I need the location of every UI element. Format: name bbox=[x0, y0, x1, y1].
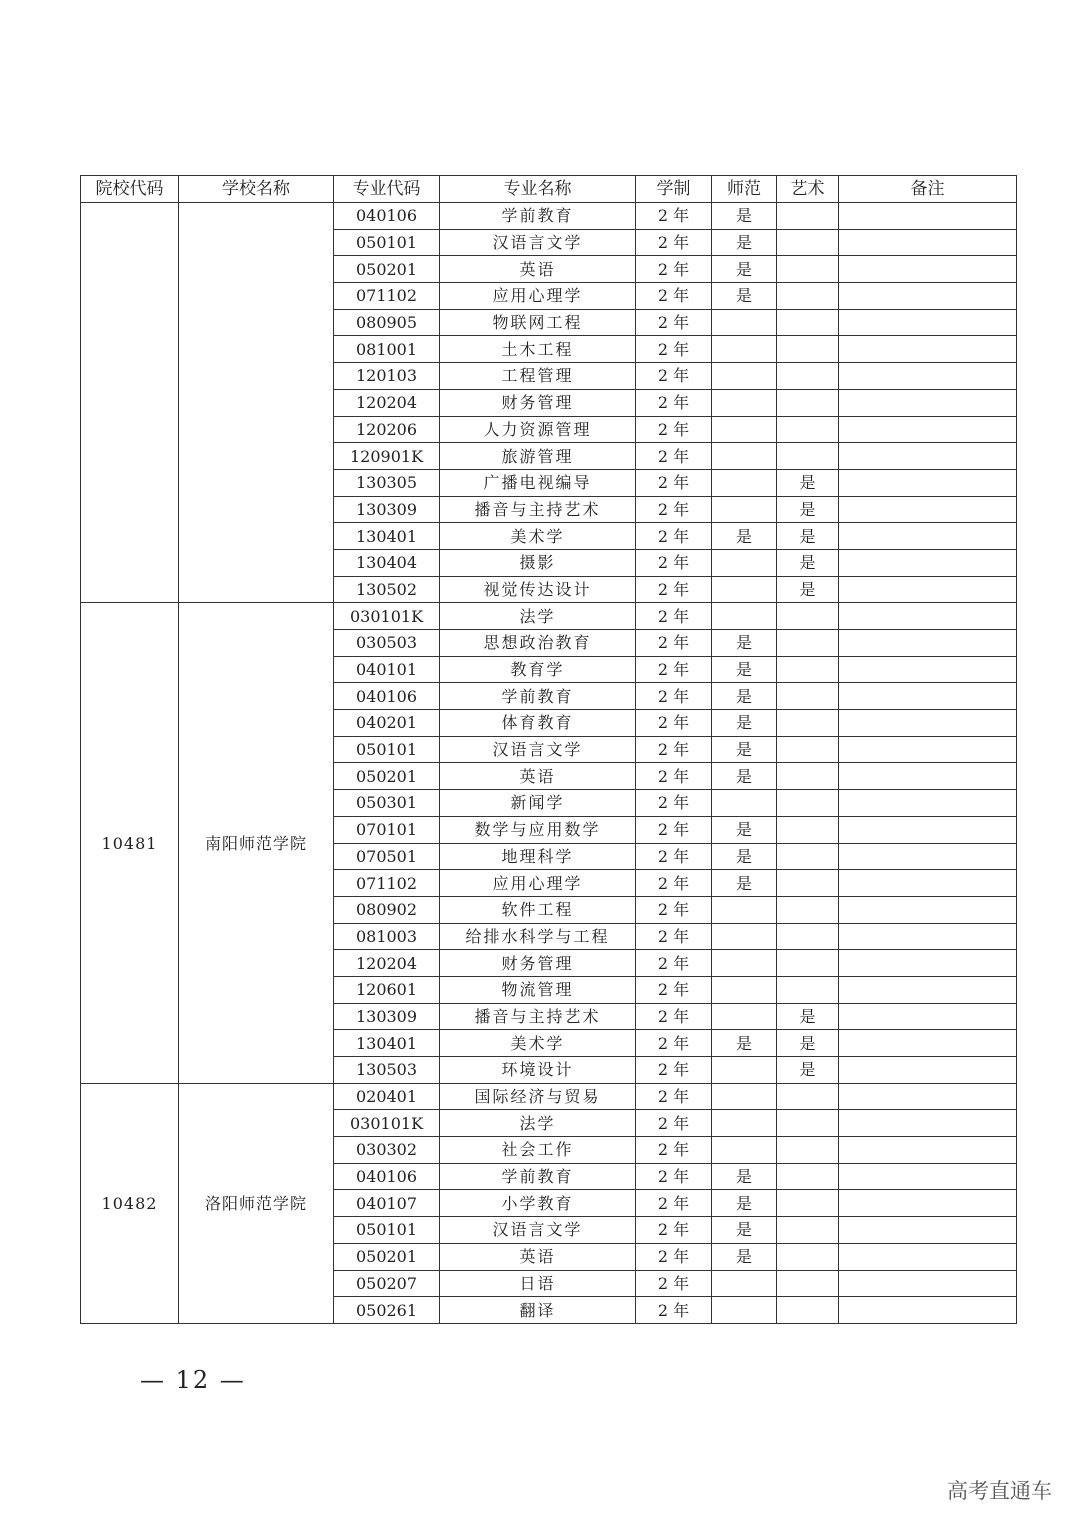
duration-cell: 2 年 bbox=[636, 1217, 712, 1244]
major-name-cell: 人力资源管理 bbox=[440, 416, 636, 443]
remarks-cell bbox=[839, 976, 1017, 1003]
remarks-cell bbox=[839, 790, 1017, 817]
normal-cell bbox=[712, 443, 777, 470]
header-remarks: 备注 bbox=[839, 176, 1017, 203]
major-name-cell: 软件工程 bbox=[440, 896, 636, 923]
remarks-cell bbox=[839, 229, 1017, 256]
art-cell: 是 bbox=[777, 469, 839, 496]
normal-cell bbox=[712, 389, 777, 416]
school-name-cell: 南阳师范学院 bbox=[179, 603, 334, 1083]
header-major-name: 专业名称 bbox=[440, 176, 636, 203]
major-name-cell: 数学与应用数学 bbox=[440, 816, 636, 843]
art-cell bbox=[777, 763, 839, 790]
normal-cell: 是 bbox=[712, 523, 777, 550]
remarks-cell bbox=[839, 389, 1017, 416]
art-cell: 是 bbox=[777, 1003, 839, 1030]
major-code-cell: 040101 bbox=[334, 656, 440, 683]
remarks-cell bbox=[839, 523, 1017, 550]
major-name-cell: 地理科学 bbox=[440, 843, 636, 870]
normal-cell bbox=[712, 950, 777, 977]
duration-cell: 2 年 bbox=[636, 203, 712, 230]
remarks-cell bbox=[839, 870, 1017, 897]
normal-cell bbox=[712, 1137, 777, 1164]
major-name-cell: 物流管理 bbox=[440, 976, 636, 1003]
remarks-cell bbox=[839, 816, 1017, 843]
art-cell bbox=[777, 896, 839, 923]
art-cell bbox=[777, 790, 839, 817]
normal-cell bbox=[712, 363, 777, 390]
header-duration: 学制 bbox=[636, 176, 712, 203]
major-name-cell: 国际经济与贸易 bbox=[440, 1083, 636, 1110]
remarks-cell bbox=[839, 283, 1017, 310]
table-row bbox=[81, 1083, 1017, 1110]
major-name-cell: 视觉传达设计 bbox=[440, 576, 636, 603]
duration-cell: 2 年 bbox=[636, 683, 712, 710]
normal-cell: 是 bbox=[712, 656, 777, 683]
major-code-cell: 071102 bbox=[334, 283, 440, 310]
major-name-cell: 英语 bbox=[440, 763, 636, 790]
remarks-cell bbox=[839, 1057, 1017, 1084]
major-name-cell: 环境设计 bbox=[440, 1057, 636, 1084]
duration-cell: 2 年 bbox=[636, 363, 712, 390]
remarks-cell bbox=[839, 683, 1017, 710]
remarks-cell bbox=[839, 736, 1017, 763]
remarks-cell bbox=[839, 203, 1017, 230]
duration-cell: 2 年 bbox=[636, 283, 712, 310]
header-art: 艺术 bbox=[777, 176, 839, 203]
normal-cell bbox=[712, 1057, 777, 1084]
major-name-cell: 播音与主持艺术 bbox=[440, 1003, 636, 1030]
remarks-cell bbox=[839, 576, 1017, 603]
duration-cell: 2 年 bbox=[636, 389, 712, 416]
normal-cell bbox=[712, 1003, 777, 1030]
remarks-cell bbox=[839, 630, 1017, 657]
major-code-cell: 120601 bbox=[334, 976, 440, 1003]
school-code-cell bbox=[81, 203, 179, 603]
remarks-cell bbox=[839, 1137, 1017, 1164]
major-name-cell: 法学 bbox=[440, 603, 636, 630]
normal-cell bbox=[712, 1083, 777, 1110]
major-name-cell: 广播电视编导 bbox=[440, 469, 636, 496]
normal-cell bbox=[712, 1297, 777, 1324]
major-code-cell: 040106 bbox=[334, 683, 440, 710]
art-cell bbox=[777, 1083, 839, 1110]
remarks-cell bbox=[839, 896, 1017, 923]
duration-cell: 2 年 bbox=[636, 1163, 712, 1190]
major-code-cell: 040201 bbox=[334, 710, 440, 737]
remarks-cell bbox=[839, 549, 1017, 576]
table-row bbox=[81, 203, 1017, 230]
art-cell bbox=[777, 1243, 839, 1270]
duration-cell: 2 年 bbox=[636, 736, 712, 763]
normal-cell: 是 bbox=[712, 1163, 777, 1190]
major-name-cell: 播音与主持艺术 bbox=[440, 496, 636, 523]
duration-cell: 2 年 bbox=[636, 1057, 712, 1084]
remarks-cell bbox=[839, 1297, 1017, 1324]
school-name-cell: 洛阳师范学院 bbox=[179, 1083, 334, 1323]
major-code-cell: 050207 bbox=[334, 1270, 440, 1297]
art-cell bbox=[777, 229, 839, 256]
normal-cell: 是 bbox=[712, 1190, 777, 1217]
art-cell bbox=[777, 336, 839, 363]
major-code-cell: 120204 bbox=[334, 950, 440, 977]
major-code-cell: 120901K bbox=[334, 443, 440, 470]
duration-cell: 2 年 bbox=[636, 549, 712, 576]
remarks-cell bbox=[839, 309, 1017, 336]
major-name-cell: 土木工程 bbox=[440, 336, 636, 363]
major-code-cell: 120204 bbox=[334, 389, 440, 416]
art-cell bbox=[777, 870, 839, 897]
major-code-cell: 050261 bbox=[334, 1297, 440, 1324]
art-cell bbox=[777, 1137, 839, 1164]
major-name-cell: 学前教育 bbox=[440, 203, 636, 230]
major-name-cell: 美术学 bbox=[440, 1030, 636, 1057]
duration-cell: 2 年 bbox=[636, 843, 712, 870]
major-code-cell: 050101 bbox=[334, 229, 440, 256]
header-row bbox=[81, 176, 1017, 203]
majors-table bbox=[80, 175, 1017, 1324]
normal-cell: 是 bbox=[712, 870, 777, 897]
header-school-name: 学校名称 bbox=[179, 176, 334, 203]
duration-cell: 2 年 bbox=[636, 1137, 712, 1164]
art-cell bbox=[777, 256, 839, 283]
normal-cell: 是 bbox=[712, 256, 777, 283]
normal-cell: 是 bbox=[712, 283, 777, 310]
art-cell bbox=[777, 710, 839, 737]
duration-cell: 2 年 bbox=[636, 710, 712, 737]
remarks-cell bbox=[839, 1163, 1017, 1190]
major-code-cell: 120103 bbox=[334, 363, 440, 390]
remarks-cell bbox=[839, 603, 1017, 630]
normal-cell bbox=[712, 1270, 777, 1297]
duration-cell: 2 年 bbox=[636, 1003, 712, 1030]
art-cell bbox=[777, 389, 839, 416]
duration-cell: 2 年 bbox=[636, 576, 712, 603]
header-school-code: 院校代码 bbox=[81, 176, 179, 203]
school-code-cell: 10481 bbox=[81, 603, 179, 1083]
major-name-cell: 翻译 bbox=[440, 1297, 636, 1324]
major-name-cell: 英语 bbox=[440, 1243, 636, 1270]
school-code-cell: 10482 bbox=[81, 1083, 179, 1323]
major-name-cell: 物联网工程 bbox=[440, 309, 636, 336]
major-name-cell: 英语 bbox=[440, 256, 636, 283]
normal-cell: 是 bbox=[712, 1217, 777, 1244]
remarks-cell bbox=[839, 443, 1017, 470]
major-code-cell: 130309 bbox=[334, 1003, 440, 1030]
table-header bbox=[81, 176, 1017, 203]
duration-cell: 2 年 bbox=[636, 656, 712, 683]
major-code-cell: 081001 bbox=[334, 336, 440, 363]
art-cell: 是 bbox=[777, 1030, 839, 1057]
art-cell bbox=[777, 309, 839, 336]
art-cell: 是 bbox=[777, 523, 839, 550]
normal-cell bbox=[712, 496, 777, 523]
major-code-cell: 120206 bbox=[334, 416, 440, 443]
duration-cell: 2 年 bbox=[636, 1243, 712, 1270]
major-name-cell: 财务管理 bbox=[440, 389, 636, 416]
table-row bbox=[81, 603, 1017, 630]
art-cell bbox=[777, 1270, 839, 1297]
major-code-cell: 030101K bbox=[334, 603, 440, 630]
major-code-cell: 030503 bbox=[334, 630, 440, 657]
remarks-cell bbox=[839, 763, 1017, 790]
duration-cell: 2 年 bbox=[636, 1083, 712, 1110]
remarks-cell bbox=[839, 496, 1017, 523]
major-code-cell: 050101 bbox=[334, 1217, 440, 1244]
remarks-cell bbox=[839, 656, 1017, 683]
major-code-cell: 071102 bbox=[334, 870, 440, 897]
major-code-cell: 050201 bbox=[334, 763, 440, 790]
art-cell bbox=[777, 416, 839, 443]
table-body bbox=[81, 203, 1017, 1324]
major-name-cell: 教育学 bbox=[440, 656, 636, 683]
normal-cell: 是 bbox=[712, 229, 777, 256]
art-cell bbox=[777, 603, 839, 630]
major-name-cell: 新闻学 bbox=[440, 790, 636, 817]
art-cell bbox=[777, 1190, 839, 1217]
major-code-cell: 081003 bbox=[334, 923, 440, 950]
normal-cell: 是 bbox=[712, 630, 777, 657]
normal-cell: 是 bbox=[712, 203, 777, 230]
remarks-cell bbox=[839, 1190, 1017, 1217]
major-code-cell: 050101 bbox=[334, 736, 440, 763]
art-cell bbox=[777, 736, 839, 763]
duration-cell: 2 年 bbox=[636, 950, 712, 977]
major-code-cell: 130305 bbox=[334, 469, 440, 496]
major-code-cell: 040106 bbox=[334, 1163, 440, 1190]
art-cell bbox=[777, 1217, 839, 1244]
remarks-cell bbox=[839, 1030, 1017, 1057]
major-code-cell: 040107 bbox=[334, 1190, 440, 1217]
major-code-cell: 130309 bbox=[334, 496, 440, 523]
art-cell bbox=[777, 656, 839, 683]
remarks-cell bbox=[839, 1083, 1017, 1110]
normal-cell bbox=[712, 336, 777, 363]
remarks-cell bbox=[839, 1270, 1017, 1297]
school-name-cell bbox=[179, 203, 334, 603]
normal-cell bbox=[712, 469, 777, 496]
art-cell: 是 bbox=[777, 549, 839, 576]
duration-cell: 2 年 bbox=[636, 229, 712, 256]
major-name-cell: 汉语言文学 bbox=[440, 736, 636, 763]
major-code-cell: 130502 bbox=[334, 576, 440, 603]
remarks-cell bbox=[839, 416, 1017, 443]
normal-cell bbox=[712, 416, 777, 443]
art-cell: 是 bbox=[777, 496, 839, 523]
remarks-cell bbox=[839, 1110, 1017, 1137]
duration-cell: 2 年 bbox=[636, 496, 712, 523]
art-cell: 是 bbox=[777, 1057, 839, 1084]
art-cell bbox=[777, 816, 839, 843]
header-major-code: 专业代码 bbox=[334, 176, 440, 203]
duration-cell: 2 年 bbox=[636, 976, 712, 1003]
normal-cell bbox=[712, 603, 777, 630]
normal-cell bbox=[712, 549, 777, 576]
major-name-cell: 学前教育 bbox=[440, 683, 636, 710]
major-name-cell: 工程管理 bbox=[440, 363, 636, 390]
art-cell bbox=[777, 976, 839, 1003]
major-code-cell: 020401 bbox=[334, 1083, 440, 1110]
art-cell bbox=[777, 950, 839, 977]
remarks-cell bbox=[839, 923, 1017, 950]
watermark: 高考直通车 bbox=[947, 1479, 1052, 1503]
major-name-cell: 美术学 bbox=[440, 523, 636, 550]
page-number: — 12 — bbox=[140, 1366, 246, 1394]
art-cell: 是 bbox=[777, 576, 839, 603]
major-code-cell: 040106 bbox=[334, 203, 440, 230]
art-cell bbox=[777, 1297, 839, 1324]
art-cell bbox=[777, 843, 839, 870]
major-code-cell: 130401 bbox=[334, 523, 440, 550]
major-name-cell: 汉语言文学 bbox=[440, 229, 636, 256]
art-cell bbox=[777, 443, 839, 470]
duration-cell: 2 年 bbox=[636, 1270, 712, 1297]
major-code-cell: 080902 bbox=[334, 896, 440, 923]
major-name-cell: 汉语言文学 bbox=[440, 1217, 636, 1244]
major-name-cell: 摄影 bbox=[440, 549, 636, 576]
duration-cell: 2 年 bbox=[636, 790, 712, 817]
remarks-cell bbox=[839, 256, 1017, 283]
duration-cell: 2 年 bbox=[636, 896, 712, 923]
duration-cell: 2 年 bbox=[636, 469, 712, 496]
duration-cell: 2 年 bbox=[636, 816, 712, 843]
duration-cell: 2 年 bbox=[636, 763, 712, 790]
art-cell bbox=[777, 630, 839, 657]
art-cell bbox=[777, 683, 839, 710]
major-code-cell: 070501 bbox=[334, 843, 440, 870]
major-name-cell: 社会工作 bbox=[440, 1137, 636, 1164]
remarks-cell bbox=[839, 363, 1017, 390]
normal-cell: 是 bbox=[712, 683, 777, 710]
duration-cell: 2 年 bbox=[636, 923, 712, 950]
normal-cell bbox=[712, 976, 777, 1003]
major-code-cell: 050301 bbox=[334, 790, 440, 817]
duration-cell: 2 年 bbox=[636, 1030, 712, 1057]
duration-cell: 2 年 bbox=[636, 870, 712, 897]
remarks-cell bbox=[839, 950, 1017, 977]
major-name-cell: 给排水科学与工程 bbox=[440, 923, 636, 950]
normal-cell: 是 bbox=[712, 1243, 777, 1270]
normal-cell: 是 bbox=[712, 710, 777, 737]
remarks-cell bbox=[839, 1003, 1017, 1030]
major-code-cell: 130503 bbox=[334, 1057, 440, 1084]
duration-cell: 2 年 bbox=[636, 336, 712, 363]
duration-cell: 2 年 bbox=[636, 1190, 712, 1217]
duration-cell: 2 年 bbox=[636, 1110, 712, 1137]
duration-cell: 2 年 bbox=[636, 630, 712, 657]
major-code-cell: 080905 bbox=[334, 309, 440, 336]
normal-cell bbox=[712, 309, 777, 336]
major-name-cell: 学前教育 bbox=[440, 1163, 636, 1190]
major-name-cell: 应用心理学 bbox=[440, 870, 636, 897]
art-cell bbox=[777, 283, 839, 310]
major-name-cell: 体育教育 bbox=[440, 710, 636, 737]
remarks-cell bbox=[839, 336, 1017, 363]
duration-cell: 2 年 bbox=[636, 443, 712, 470]
normal-cell: 是 bbox=[712, 816, 777, 843]
remarks-cell bbox=[839, 843, 1017, 870]
normal-cell bbox=[712, 896, 777, 923]
major-code-cell: 050201 bbox=[334, 1243, 440, 1270]
remarks-cell bbox=[839, 469, 1017, 496]
duration-cell: 2 年 bbox=[636, 603, 712, 630]
duration-cell: 2 年 bbox=[636, 309, 712, 336]
normal-cell: 是 bbox=[712, 763, 777, 790]
normal-cell: 是 bbox=[712, 1030, 777, 1057]
major-name-cell: 应用心理学 bbox=[440, 283, 636, 310]
normal-cell: 是 bbox=[712, 736, 777, 763]
major-code-cell: 130404 bbox=[334, 549, 440, 576]
normal-cell bbox=[712, 923, 777, 950]
normal-cell: 是 bbox=[712, 843, 777, 870]
major-name-cell: 日语 bbox=[440, 1270, 636, 1297]
remarks-cell bbox=[839, 1243, 1017, 1270]
art-cell bbox=[777, 923, 839, 950]
major-name-cell: 小学教育 bbox=[440, 1190, 636, 1217]
art-cell bbox=[777, 203, 839, 230]
normal-cell bbox=[712, 576, 777, 603]
major-name-cell: 财务管理 bbox=[440, 950, 636, 977]
major-code-cell: 130401 bbox=[334, 1030, 440, 1057]
major-name-cell: 思想政治教育 bbox=[440, 630, 636, 657]
major-code-cell: 070101 bbox=[334, 816, 440, 843]
art-cell bbox=[777, 1110, 839, 1137]
major-code-cell: 030302 bbox=[334, 1137, 440, 1164]
major-name-cell: 法学 bbox=[440, 1110, 636, 1137]
normal-cell bbox=[712, 790, 777, 817]
art-cell bbox=[777, 363, 839, 390]
duration-cell: 2 年 bbox=[636, 1297, 712, 1324]
duration-cell: 2 年 bbox=[636, 416, 712, 443]
art-cell bbox=[777, 1163, 839, 1190]
duration-cell: 2 年 bbox=[636, 523, 712, 550]
major-code-cell: 050201 bbox=[334, 256, 440, 283]
major-code-cell: 030101K bbox=[334, 1110, 440, 1137]
remarks-cell bbox=[839, 1217, 1017, 1244]
header-normal: 师范 bbox=[712, 176, 777, 203]
remarks-cell bbox=[839, 710, 1017, 737]
major-name-cell: 旅游管理 bbox=[440, 443, 636, 470]
normal-cell bbox=[712, 1110, 777, 1137]
duration-cell: 2 年 bbox=[636, 256, 712, 283]
